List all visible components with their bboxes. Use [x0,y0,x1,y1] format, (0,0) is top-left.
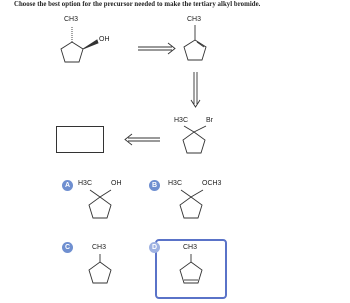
label-ch3-start: CH3 [64,16,79,23]
label-br-product: Br [206,117,213,124]
cyclopentane-ring-product [183,132,205,153]
option-a-right-label: OH [111,180,122,187]
label-h3c-product: H3C [174,117,189,124]
cyclopentane-ring-start [61,42,83,62]
option-b-ring [180,197,202,218]
option-a-ring [89,197,111,218]
option-b-right-label: OCH3 [202,180,222,187]
question-text: Choose the best option for the precursor needed to make the tertiary alkyl bromide. [14,1,261,8]
option-a-left-label: H3C [78,180,93,187]
option-d-label: CH3 [183,244,198,251]
cyclopentene-ring-top [184,40,206,60]
option-c-label: CH3 [92,244,107,251]
option-d-badge[interactable]: D [149,242,160,253]
label-oh: OH [99,36,110,43]
option-c-badge[interactable]: C [62,242,73,253]
arrow-right-1 [138,43,175,54]
option-a-badge[interactable]: A [62,180,73,191]
bond-oh-wedge [83,40,98,49]
arrow-left [125,134,160,145]
option-b-badge[interactable]: B [149,180,160,191]
arrow-down [191,72,200,107]
option-c-ring [89,262,111,283]
label-ch3-alkene: CH3 [187,16,202,23]
answer-drop-box[interactable] [56,126,104,153]
option-b-left-label: H3C [168,180,183,187]
